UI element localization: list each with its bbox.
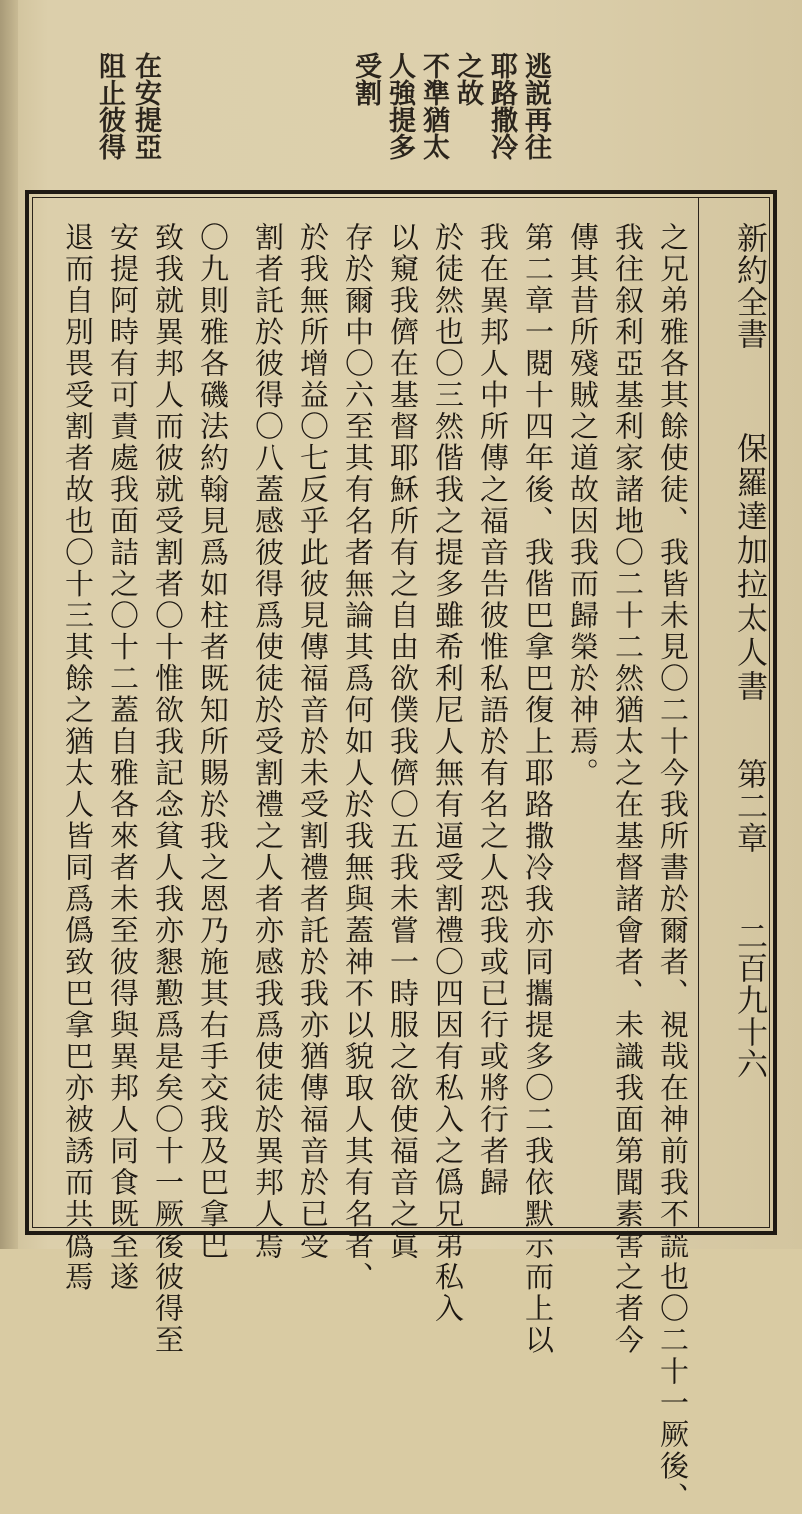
text-column: 存於爾中〇六至其有名者無論其爲何如人於我無與蓋神不以貌取人其有名者、 [341,222,375,1293]
text-column: 於徒然也〇三然偕我之提多雖希利尼人無有逼受割禮〇四因有私入之僞兄弟私入 [431,222,465,1325]
text-column: 我在異邦人中所傳之福音告彼惟私語於有名之人恐我或已行或將行者歸 [476,222,510,1199]
margin-note: 阻止彼得 [94,52,125,160]
text-column: 退而自別畏受割者故也〇十三其餘之猶太人皆同爲僞致巴拿巴亦被誘而共僞焉 [61,222,95,1293]
epistle-title: 保羅達加拉太人書 [731,432,767,704]
text-column: 我往叙利亞基利家諸地〇二十二然猶太之在基督諸會者、未識我面第聞素害之者今 [611,222,645,1356]
text-column: 傳其昔所殘賊之道故因我而歸榮於神焉。 [566,222,600,789]
text-column: 之兄弟雅各其餘使徒、我皆未見〇二十今我所書於爾者、視哉在神前我不謊也〇二十一厥後、 [656,222,690,1514]
text-column: 第二章一閱十四年後、我偕巴拿巴復上耶路撒冷我亦同攜提多〇二我依默示而上以 [521,222,555,1356]
margin-note: 之故 [452,52,483,106]
text-column: 〇九則雅各磯法約翰見爲如柱者既知所賜於我之恩乃施其右手交我及巴拿巴 [196,222,230,1262]
margin-note: 耶路撒冷 [486,52,517,160]
chapter-label: 第二章 [731,758,767,854]
page-number: 二百九十六 [731,920,767,1080]
margin-note: 人強提多 [384,52,415,160]
book-title: 新約全書 [731,222,767,350]
text-column: 安提阿時有可責處我面詰之〇十二蓋自雅各來者未至彼得與異邦人同食既至遂 [106,222,140,1293]
text-column: 致我就異邦人而彼就受割者〇十惟欲我記念貧人我亦懇懃爲是矣〇十一厥後彼得至 [151,222,185,1356]
margin-note: 不準猶太 [418,52,449,160]
book-spine-edge [0,0,18,1249]
margin-note: 受割 [350,52,381,106]
text-column: 割者託於彼得〇八蓋感彼得爲使徒於受割禮之人者亦感我爲使徒於異邦人焉 [251,222,285,1262]
margin-note: 在安提亞 [130,52,161,160]
margin-note: 逃説再往 [520,52,551,160]
header-divider [698,198,699,1228]
text-column: 以窺我儕在基督耶穌所有之自由欲僕我儕〇五我未嘗一時服之欲使福音之眞 [386,222,420,1262]
text-column: 於我無所增益〇七反乎此彼見傳福音於未受割禮者託於我亦猶傳福音於已受 [296,222,330,1262]
